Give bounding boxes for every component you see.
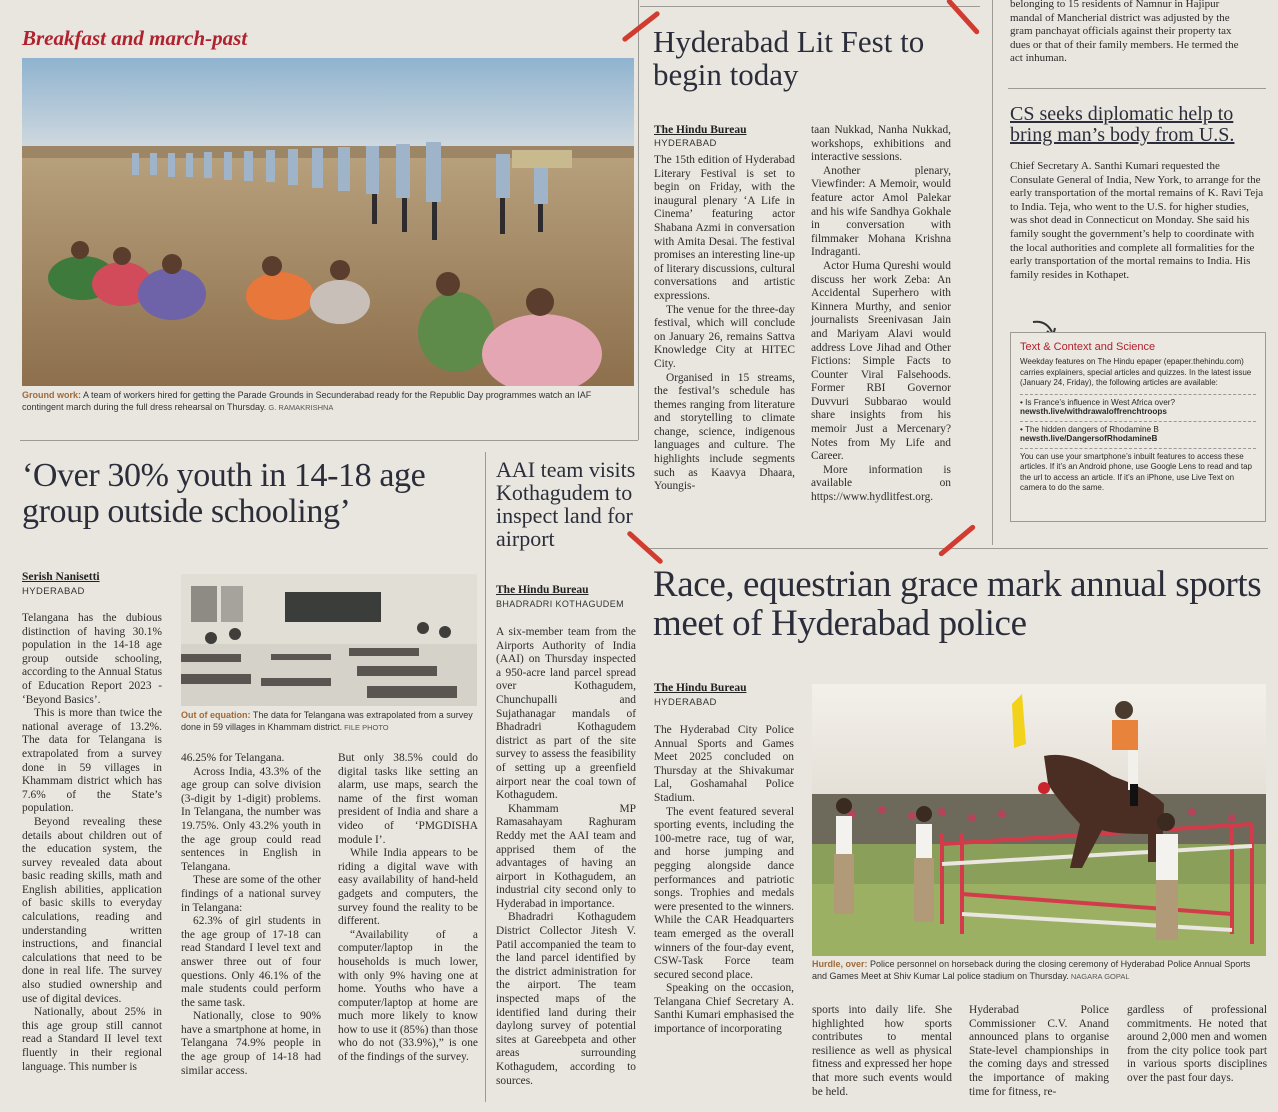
article-link-1[interactable]: newsth.live/withdrawaloffrenchtroops [1020,406,1167,416]
equestrian-caption: Hurdle, over: Police personnel on horseback during the closing ceremony of Hyderabad Police Annual Sports and Games Meet at Shiv Kumar Lal police stadium on Thursday. NAGARA GOPAL [812,959,1251,981]
classroom-photo [181,574,477,706]
race-byline: The Hindu Bureau [654,682,747,694]
parade-ground-image [22,58,634,386]
race-column-1: The Hyderabad City Police Annual Sports and Games Meet 2025 concluded on Thursday at the Shivakumar Lal, Goshamahal Police Stadium. The event featured several sporting events, including the 100-metre race, tug of war, and horse jumping and pegging alongside dance performances and patriotic songs. Trophies and medals were presented to the winners. While the CAR Headquarters team emerged as the overall winners of the four-day event, CSW-Task Force team secured second place. Speaking on the occasion, Telangana Chief Secretary A. Santhi Kumari emphasised the importance of incorporating [654,724,794,1036]
youth-headline: ‘Over 30% youth in 14-18 age group outside schooling’ [22,457,426,530]
text-context-intro: Weekday features on The Hindu epaper (epaper.thehindu.com) carries explainers, special articles and quizzes. In the latest issue (January 24, Friday), the following articles are available: [1020,357,1252,387]
youth-dateline: HYDERABAD [22,586,85,597]
litfest-column-2: taan Nukkad, Nanha Nukkad, workshops, exhibitions and interactive sessions. Another plenary, Viewfinder: A Memoir, would feature actor Amol Palekar and his wife Sandhya Gokhale in conversation with filmmaker Mohana Krishna Indraganti. Actor Huma Qureshi would discuss her work Zeba: An Accidental Superhero with Kinnera Murthy, and senior journalists Sreenivasan Jain and Mariyam Alavi would address Love Jihad and Other Fictions: Simple Facts to Counter Viral Falsehoods. Former RBI Governor Duvvuri Subbarao would share insights from his memoir Just a Mercenary? Notes from My Life and Career. More information is available on https://www.hydlitfest.org. [811,124,951,504]
youth-column-3: But only 38.5% could do digital tasks like setting an alarm, use maps, search the name of the first woman president of India and share a video of ‘PMGDISHA module I’. While India appears to be riding a digital wave with easy availability of hand-held gadgets and computers, the survey found the reality to be different. “Availability of a computer/laptop in the households is much lower, with only 9% having one at home. Youths who have a computer/laptop at home are much more likely to know how to use it (85%) than those who do not (33.9%),” is one of the findings of the survey. [338,752,478,1064]
youth-column-2: 46.25% for Telangana. Across India, 43.3% of the age group can solve division (3-digit by 1-digit) problems. In Telangana, the number was 19.75%. Only 43.2% youth in the age group could read sentences in English in Telangana. These are some of the other findings of a national survey in Telangana: 62.3% of girl students in the age group of 17-18 can read Standard I level text and answer three out of four questions. Only 46.1% of the male students could perform the same task. Nationally, close to 90% have a smartphone at home, in Telangana 74.9% people in the age group of 14-18 had similar access. [181,752,321,1077]
youth-byline: Serish Nanisetti [22,571,100,583]
youth-column-1: Telangana has the dubious distinction of having 30.1% population in the 14-18 age group outside schooling, according to the Annual Status of Education Report 2023 - ‘Beyond Basics’. This is more than twice the national average of 13.2%. The data for Telangana is extrapolated from a survey done in 59 villages in Khammam district which has 7.6% of the State’s population. Beyond revealing these details about children out of the education system, the survey revealed data about basic reading skills, math and English abilities, application of basic skills to everyday calculations, reading and understanding written instructions, and financial calculations that need to be done in real life. The survey also studied ownership and use of digital devices. Nationally, about 25% in this age group still cannot read a Standard II level text fluently in their regional language. This number is [22,612,162,1073]
litfest-dateline: HYDERABAD [654,138,717,149]
section-rule [1008,88,1266,89]
section-rule [20,440,638,441]
litfest-headline: Hyderabad Lit Fest to begin today [653,24,925,92]
article-link-2[interactable]: newsth.live/DangersofRhodamineB [1020,433,1158,443]
race-headline: Race, equestrian grace mark annual sports meet of Hyderabad police [653,564,1262,644]
article-item-1: • Is France’s influence in West Africa over? [1020,397,1176,407]
text-context-box [1010,332,1266,522]
litfest-column-1: The 15th edition of Hyderabad Literary Festival is set to begin on Friday, with the inaugural plenary ‘A Life in Cinema’ featuring actor Shabana Azmi in conversation with Amita Desai. The festival promises an interesting line-up of literary discussions, cultural conversations and artistic expressions. The venue for the three-day festival, which will conclude on January 26, remains Sattva Knowledge City at HITEC City. Organised in 15 streams, the festival’s schedule has themes ranging from literature and storytelling to climate change, science, indigenous languages and culture. The highlights include segments such as Kaavya Dhaara, Youngis- [654,154,795,493]
race-dateline: HYDERABAD [654,697,717,708]
top-rule [640,6,980,7]
column-rule [638,0,639,440]
race-column-4: gardless of professional commitments. He noted that around 2,000 men and women from the city police took part in various sports disciplines over the past four days. [1127,1004,1267,1084]
breakfast-kicker: Breakfast and march-past [22,26,248,50]
race-column-2: sports into daily life. She highlighted how sports contributes to mental resilience as well as physical fitness and expressed her hope that more such events would be held. [812,1004,952,1098]
article-item-2: • The hidden dangers of Rhodamine B [1020,424,1159,434]
classroom-caption: Out of equation: The data for Telangana was extrapolated from a survey done in 59 villages in Khammam district. FILE PHOTO [181,710,473,732]
column-rule [992,0,993,545]
cs-headline: CS seeks diplomatic help to bring man’s body from U.S. [1010,103,1235,146]
column-rule [485,452,486,1102]
aai-headline: AAI team visits Kothagudem to inspect land for airport [496,457,636,552]
equestrian-photo [812,684,1266,956]
classroom-image [181,574,477,706]
breakfast-caption: Ground work: A team of workers hired for getting the Parade Grounds in Secunderabad ready for the Republic Day programmes watch an IAF contingent march during the full dress rehearsal on Thursday. G. RAMAKRISHNA [22,390,592,412]
aai-dateline: BHADRADRI KOTHAGUDEM [496,599,625,609]
text-context-outro: You can use your smartphone’s inbuilt features to access these articles. If it’s an Android phone, use Google Lens to read and tap the url to access an article. If it’s an iPhone, use Live Text on camera to do the same. [1020,451,1253,492]
litfest-byline: The Hindu Bureau [654,124,747,136]
section-rule [648,548,1268,549]
race-column-3: Hyderabad Police Commissioner C.V. Anand announced plans to organise State-level championships in the coming days and stressed the importance of making time for fitness, re- [969,1004,1109,1098]
cs-body: Chief Secretary A. Santhi Kumari requested the Consulate General of India, New York, to arrange for the early transportation of the mortal remains of K. Ravi Teja to India. Teja, who went to the U.S. for higher studies, was shot dead in Connecticut on Monday. She said his family sought the government’s help to coordinate with the local authorities and complete all formalities for the early transportation of the mortal remains to India. His family resides in Kothapet. [1010,160,1264,281]
crop-mark [938,524,976,557]
parade-ground-photo [22,58,634,386]
aai-byline: The Hindu Bureau [496,584,589,596]
aai-body: A six-member team from the Airports Authority of India (AAI) on Thursday inspected a 950-acre land parcel spread over Kothagudem, Chunchupalli and Sujathanagar mandals of Bhadradri Kothagudem district as part of the site survey to assess the feasibility of setting up a greenfield airport near the coal town of Kothagudem. Khammam MP Ramasahayam Raghuram Reddy met the AAI team and apprised them of the advantages of having an airport in Kothagudem, an industrial city second only to Hyderabad in importance. Bhadradri Kothagudem District Collector Jitesh V. Patil accompanied the team to the land parcel identified by the district administration for the airport. The team inspected maps of the identified land during their daylong survey of potential sites at Gareebpeta and other areas surrounding Kothagudem, according to sources. [496,626,636,1087]
text-context-title: Text & Context and Science [1020,341,1156,353]
tax-dues-snippet: belonging to 15 residents of Namnur in Hajipur mandal of Mancherial district was adjusted by the gram panchayat officials against their property tax dues or that of their family members. He termed the act inhuman. [1010,0,1239,65]
equestrian-image [812,684,1266,956]
